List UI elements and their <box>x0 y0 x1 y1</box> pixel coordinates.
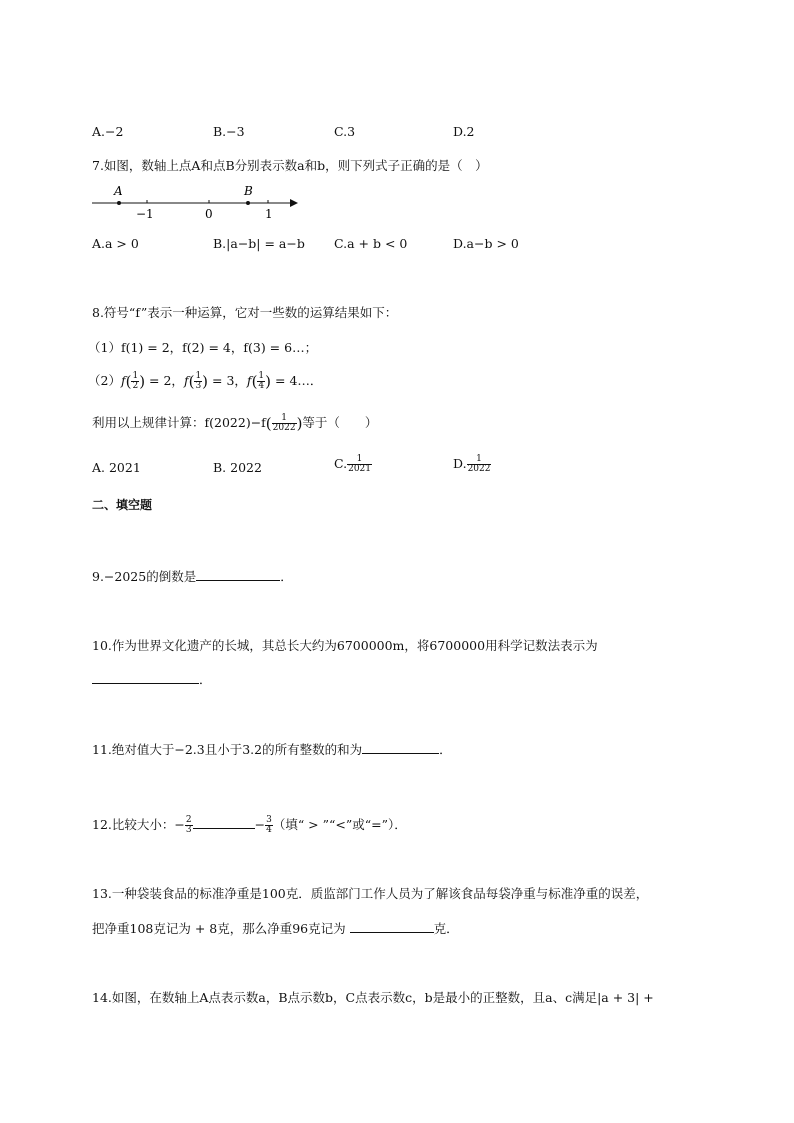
label-point-a: A <box>114 184 123 198</box>
q6-option-b: B.−3 <box>213 124 245 139</box>
answer-blank[interactable] <box>193 815 255 829</box>
fraction: $\frac{2}{3}$ <box>185 815 192 835</box>
q7-option-d: D.a−b > 0 <box>453 236 519 251</box>
q13-line1: 13.一种袋装食品的标准净重是100克．质监部门工作人员为了解该食品每袋净重与标准净重的误差， <box>92 886 649 901</box>
q10: 10.作为世界文化遗产的长城，其总长大约为6700000m，将6700000用科学记数法表示为 <box>92 638 598 653</box>
tick-label-0: 0 <box>205 207 213 221</box>
q7-stem: 7.如图，数轴上点A和点B分别表示数a和b，则下列式子正确的是（ ） <box>92 158 488 173</box>
q8-option-d: D. $\frac{1}{2022}$ <box>453 454 491 474</box>
q6-option-c: C.3 <box>334 124 356 139</box>
fraction: $\frac{1}{3}$ <box>195 371 202 391</box>
tick-label-neg1: −1 <box>136 207 154 221</box>
q8-item-2: = 3， <box>212 373 247 388</box>
q8-line3-prefix: 利用以上规律计算：f(2022)−f <box>92 415 266 430</box>
q13-line2: 把净重108克记为 + 8克，那么净重96克记为 克． <box>92 921 459 936</box>
q12: 12.比较大小：− $\frac{2}{3}$ − $\frac{3}{4}$ （填“ > ”“<”或“=”）． <box>92 815 407 835</box>
q11: 11.绝对值大于−2.3且小于3.2的所有整数的和为 ． <box>92 742 452 757</box>
number-line-arrow <box>290 199 298 207</box>
q8-line2: （2）f( $\frac{1}{2}$ ) = 2，f( $\frac{1}{3}$ ) = 3，f( $\frac{1}{4}$ ) = 4…． <box>88 371 323 391</box>
section-title: 二、填空题 <box>92 498 153 512</box>
q8-line3-suffix: 等于（ ） <box>302 415 378 430</box>
q7-option-b: B.|a−b| = a−b <box>213 236 305 251</box>
q8-line3: 利用以上规律计算：f(2022)−f( $\frac{1}{2022}$ )等于（ ） <box>92 413 378 433</box>
q6-option-d: D.2 <box>453 124 475 139</box>
q8-item-1: = 2， <box>149 373 184 388</box>
q8-option-a: A. 2021 <box>92 460 141 475</box>
fraction: $\frac{3}{4}$ <box>266 815 272 835</box>
q8-line2-prefix: （2） <box>88 373 121 388</box>
q7-option-a: A.a > 0 <box>92 236 139 251</box>
fraction: $\frac{1}{4}$ <box>258 371 265 391</box>
q8-line1: （1）f(1) = 2，f(2) = 4，f(3) = 6…； <box>88 340 318 355</box>
q10-answer-line: ． <box>92 670 212 689</box>
q9: 9.−2025的倒数是 ． <box>92 569 293 584</box>
q6-option-a: A.−2 <box>92 124 124 139</box>
answer-blank[interactable] <box>362 740 439 754</box>
q14-line1: 14.如图，在数轴上A点表示数a，B点示数b，C点表示数c，b是最小的正整数，且a、c满足|a + 3| + <box>92 990 654 1005</box>
q7-option-c: C.a + b < 0 <box>334 236 408 251</box>
fraction: $\frac{1}{2022}$ <box>272 413 296 433</box>
answer-blank[interactable] <box>196 567 280 581</box>
q8-stem: 8.符号“f”表示一种运算，它对一些数的运算结果如下： <box>92 305 398 320</box>
q8-option-b: B. 2022 <box>213 460 262 475</box>
fraction: $\frac{1}{2}$ <box>132 371 139 391</box>
q8-option-c: C. $\frac{1}{2021}$ <box>334 454 371 474</box>
answer-blank[interactable] <box>350 919 434 933</box>
answer-blank[interactable] <box>92 670 199 684</box>
number-line-figure <box>90 183 305 223</box>
q8-item-3: = 4…． <box>275 373 323 388</box>
label-point-b: B <box>244 184 253 198</box>
point-a <box>117 201 121 205</box>
point-b <box>246 201 250 205</box>
tick-label-1: 1 <box>265 207 273 221</box>
